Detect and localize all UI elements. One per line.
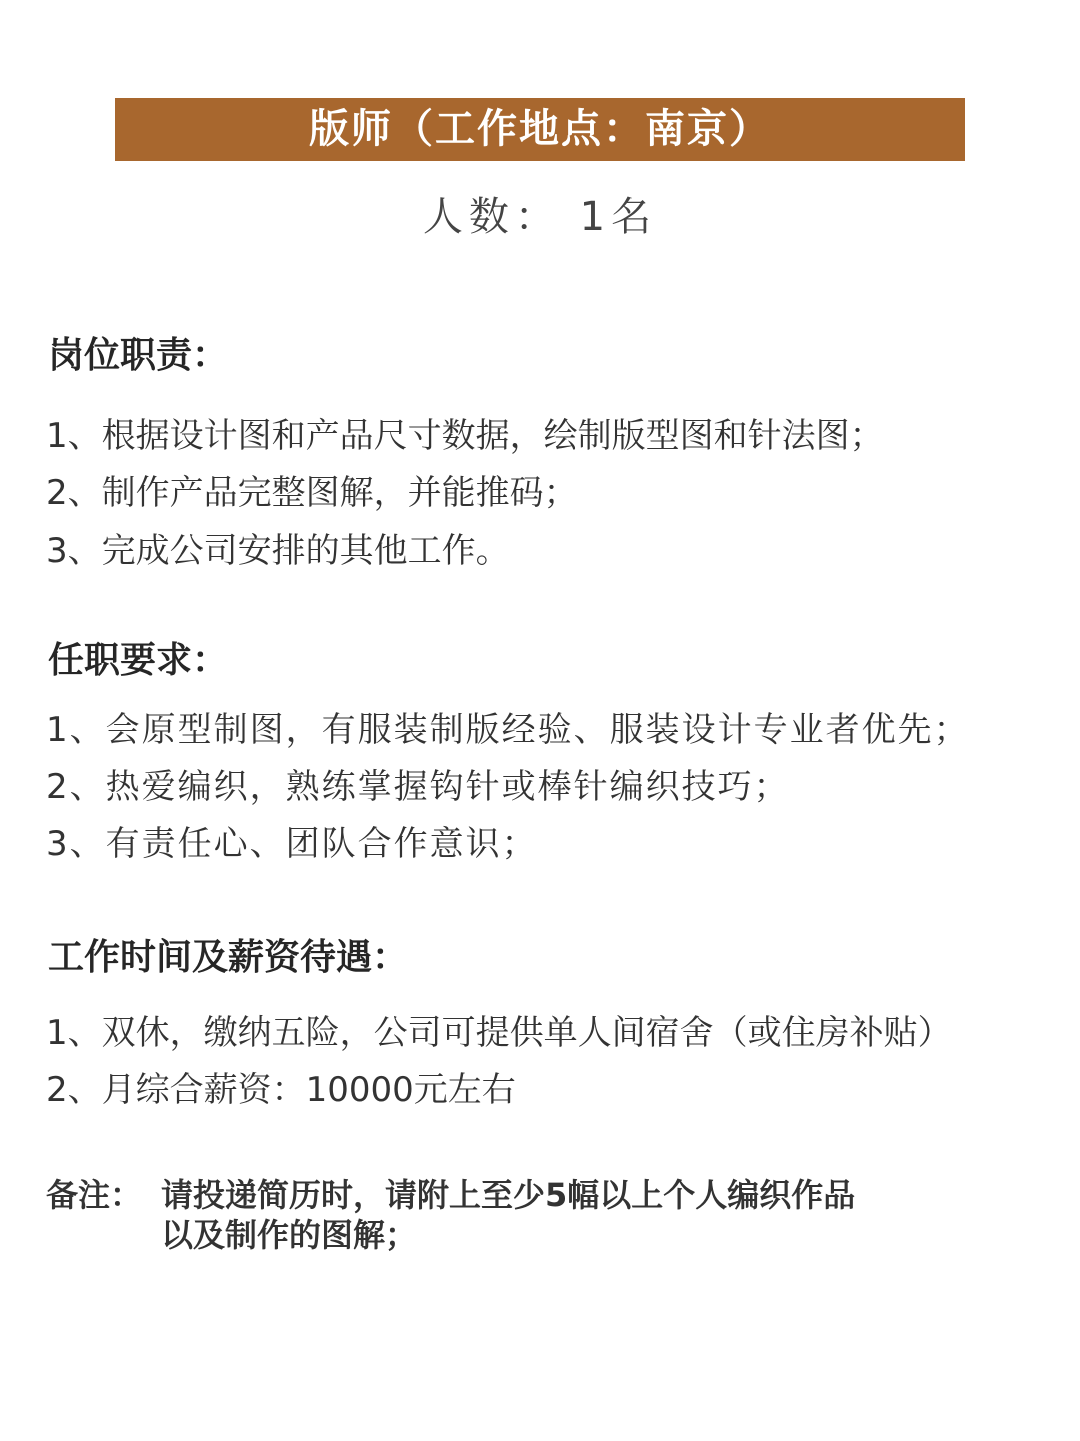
benefit-item: 1、双休，缴纳五险，公司可提供单人间宿舍（或住房补贴） <box>46 1013 952 1053</box>
page-title: 版师（工作地点：南京） <box>309 106 771 152</box>
benefit-item: 2、月综合薪资：10000元左右 <box>46 1070 516 1110</box>
requirement-item: 3、有责任心、团队合作意识； <box>46 824 538 864</box>
note-text-line-1: 请投递简历时，请附上至少5幅以上个人编织作品 <box>161 1176 856 1214</box>
headcount-text: 人数： 1名 <box>422 194 658 240</box>
requirements-heading: 任职要求： <box>48 640 229 681</box>
requirement-item: 2、热爱编织，熟练掌握钩针或棒针编织技巧； <box>46 767 790 807</box>
responsibility-item: 2、制作产品完整图解，并能推码； <box>46 473 578 513</box>
note-label: 备注： <box>46 1176 143 1214</box>
responsibilities-heading: 岗位职责： <box>48 335 229 376</box>
note-text-line-2: 以及制作的图解； <box>161 1216 418 1254</box>
requirement-item: 1、会原型制图，有服装制版经验、服装设计专业者优先； <box>46 710 970 750</box>
page-title-banner <box>115 98 965 161</box>
responsibility-item: 1、根据设计图和产品尺寸数据，绘制版型图和针法图； <box>46 416 884 456</box>
benefits-heading: 工作时间及薪资待遇： <box>48 937 409 978</box>
responsibility-item: 3、完成公司安排的其他工作。 <box>46 531 510 571</box>
